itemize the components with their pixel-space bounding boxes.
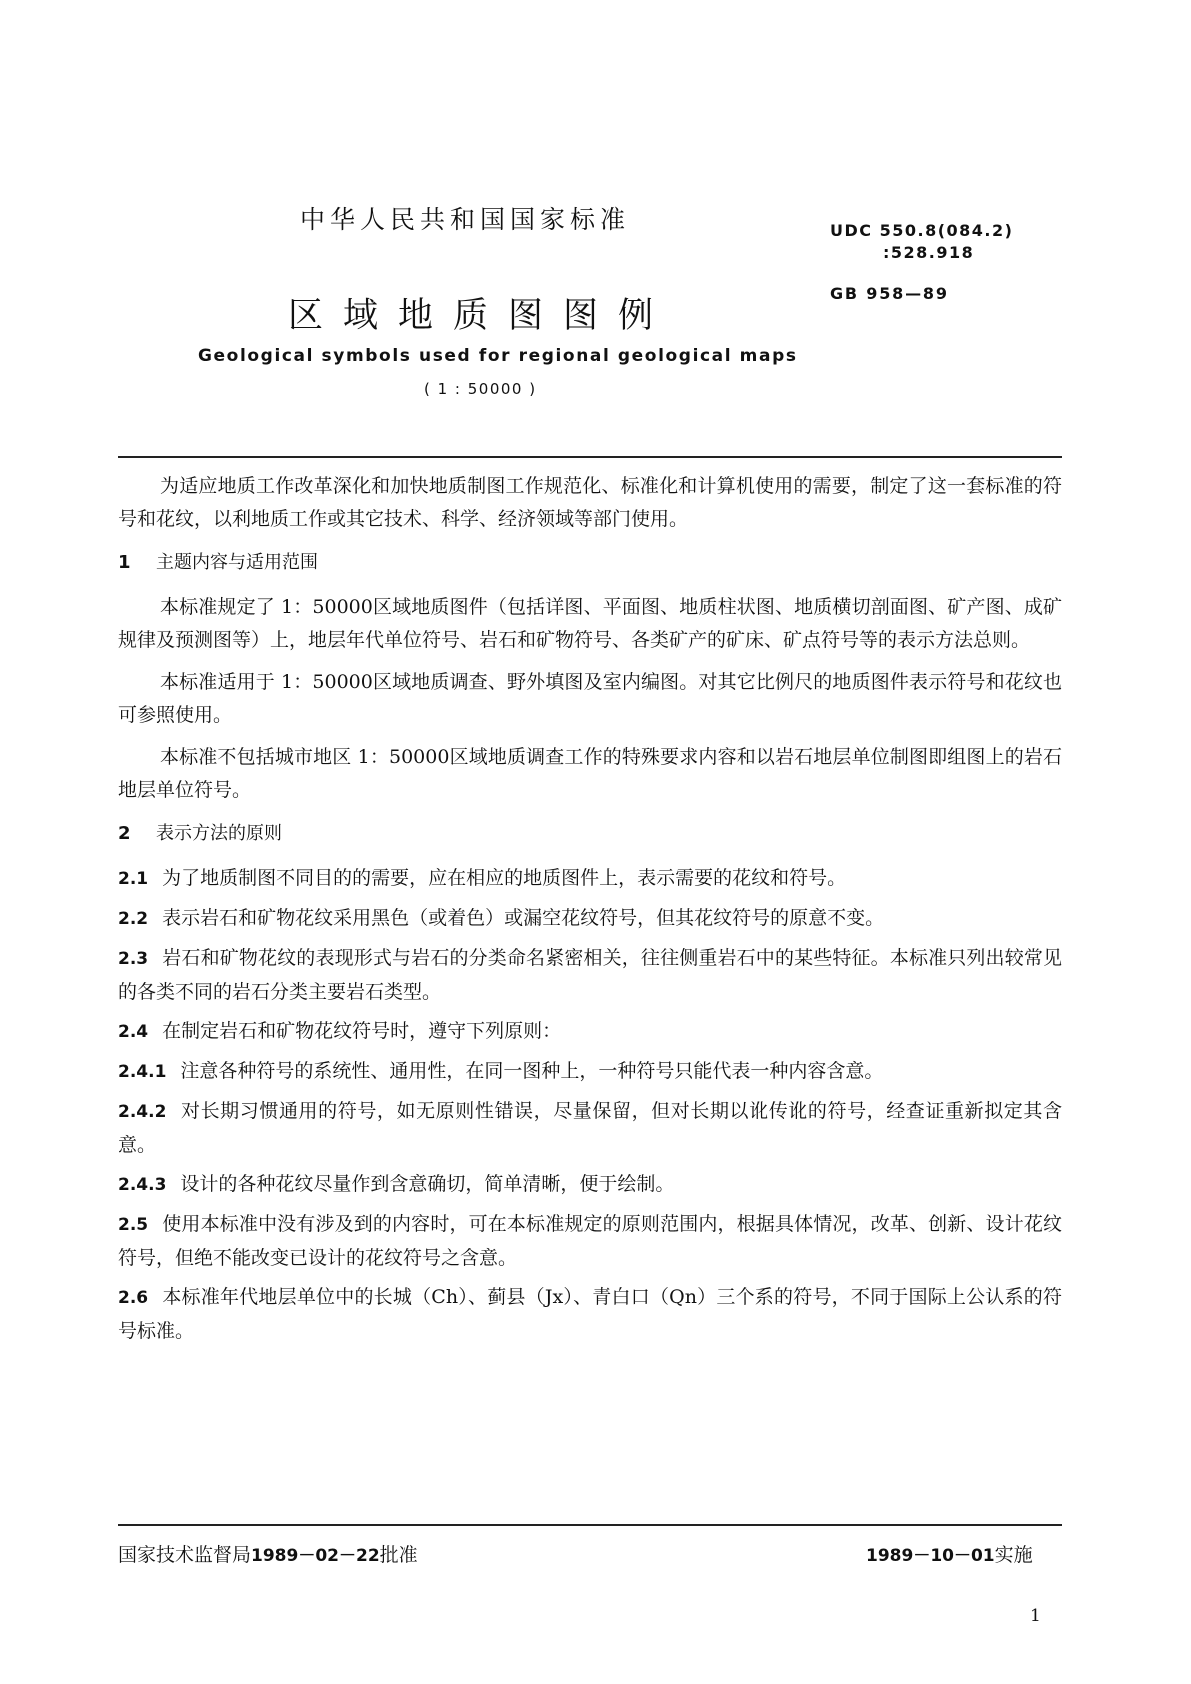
- clause-text: 表示岩石和矿物花纹采用黑色（或着色）或漏空花纹符号，但其花纹符号的原意不变。: [162, 907, 885, 929]
- clause-2-1: [118, 862, 1062, 896]
- clause-2-6: [118, 1281, 1062, 1348]
- clause-number: 2.4.1: [118, 1062, 167, 1082]
- section-1-heading: [118, 546, 1062, 579]
- udc-line-2: :528.918: [883, 243, 975, 262]
- clause-number: 2.3: [118, 949, 149, 969]
- udc-line-1: UDC 550.8(084.2): [830, 221, 1014, 240]
- scale-label: ( 1 : 50000 ): [424, 380, 537, 398]
- header-divider: [118, 456, 1062, 458]
- clause-number: 2.5: [118, 1215, 149, 1235]
- clause-text: 为了地质制图不同目的的需要，应在相应的地质图件上，表示需要的花纹和符号。: [162, 867, 847, 889]
- english-title: Geological symbols used for regional geological maps: [198, 346, 798, 366]
- section-2-number: 2: [118, 823, 131, 844]
- section-1-paragraph: 本标准适用于 1：50000区域地质调查、野外填图及室内编图。对其它比例尺的地质图件表示符号和花纹也可参照使用。: [118, 671, 1062, 726]
- clause-text: 本标准年代地层单位中的长城（Ch）、蓟县（Jx）、青白口（Qn）三个系的符号，不同于国际上公认系的符号标准。: [118, 1286, 1062, 1342]
- section-2-title: 表示方法的原则: [156, 823, 282, 844]
- clause-2-4-2: [118, 1095, 1062, 1162]
- effective-label: 实施: [994, 1544, 1033, 1566]
- clause-text: 在制定岩石和矿物花纹符号时，遵守下列原则：: [162, 1020, 562, 1042]
- footer-divider: [118, 1524, 1062, 1526]
- effective-date: 1989－10－01: [866, 1546, 995, 1566]
- document-body: [118, 470, 1062, 1354]
- section-1-number: 1: [118, 552, 131, 573]
- clause-2-5: [118, 1208, 1062, 1275]
- gb-number: GB 958—89: [830, 284, 949, 303]
- section-2-heading: [118, 817, 1062, 850]
- udc-code: [830, 220, 1013, 264]
- clause-text: 对长期习惯通用的符号，如无原则性错误，尽量保留，但对长期以讹传讹的符号，经查证重新拟定其含意。: [118, 1100, 1062, 1156]
- section-1-title: 主题内容与适用范围: [156, 552, 318, 573]
- section-1-paragraph: 本标准规定了 1：50000区域地质图件（包括详图、平面图、地质柱状图、地质横切剖面图、矿产图、成矿规律及预测图等）上，地层年代单位符号、岩石和矿物符号、各类矿产的矿床、矿点符号等的表示方法总则。: [118, 596, 1062, 651]
- approval-line: [118, 1540, 418, 1567]
- intro-paragraph: 为适应地质工作改革深化和加快地质制图工作规范化、标准化和计算机使用的需要，制定了这一套标准的符号和花纹，以利地质工作或其它技术、科学、经济领域等部门使用。: [118, 475, 1062, 530]
- standard-org-heading: 中华人民共和国国家标准: [300, 205, 631, 234]
- clause-2-4-3: [118, 1168, 1062, 1202]
- clause-number: 2.2: [118, 909, 149, 929]
- clause-text: 注意各种符号的系统性、通用性，在同一图种上，一种符号只能代表一种内容含意。: [180, 1060, 884, 1082]
- clause-text: 设计的各种花纹尽量作到含意确切，简单清晰，便于绘制。: [180, 1173, 675, 1195]
- approval-date: 1989－02－22: [251, 1546, 380, 1566]
- clause-number: 2.4.2: [118, 1102, 167, 1122]
- clause-text: 使用本标准中没有涉及到的内容时，可在本标准规定的原则范围内，根据具体情况，改革、创新、设计花纹符号，但绝不能改变已设计的花纹符号之含意。: [118, 1213, 1062, 1269]
- effective-line: [866, 1540, 1033, 1567]
- clause-2-3: [118, 942, 1062, 1009]
- clause-2-4-1: [118, 1055, 1062, 1089]
- clause-number: 2.4.3: [118, 1175, 167, 1195]
- clause-number: 2.6: [118, 1288, 149, 1308]
- page-number: 1: [1030, 1606, 1041, 1626]
- section-1-paragraph: 本标准不包括城市地区 1：50000区域地质调查工作的特殊要求内容和以岩石地层单位制图即组图上的岩石地层单位符号。: [118, 746, 1062, 801]
- approval-org: 国家技术监督局: [118, 1544, 252, 1566]
- approval-label: 批准: [379, 1544, 418, 1566]
- clause-number: 2.1: [118, 869, 149, 889]
- clause-number: 2.4: [118, 1022, 149, 1042]
- clause-text: 岩石和矿物花纹的表现形式与岩石的分类命名紧密相关，往往侧重岩石中的某些特征。本标准只列出较常见的各类不同的岩石分类主要岩石类型。: [118, 947, 1062, 1003]
- clause-2-2: [118, 902, 1062, 936]
- document-title: 区域地质图图例: [288, 296, 674, 336]
- clause-2-4: [118, 1015, 1062, 1049]
